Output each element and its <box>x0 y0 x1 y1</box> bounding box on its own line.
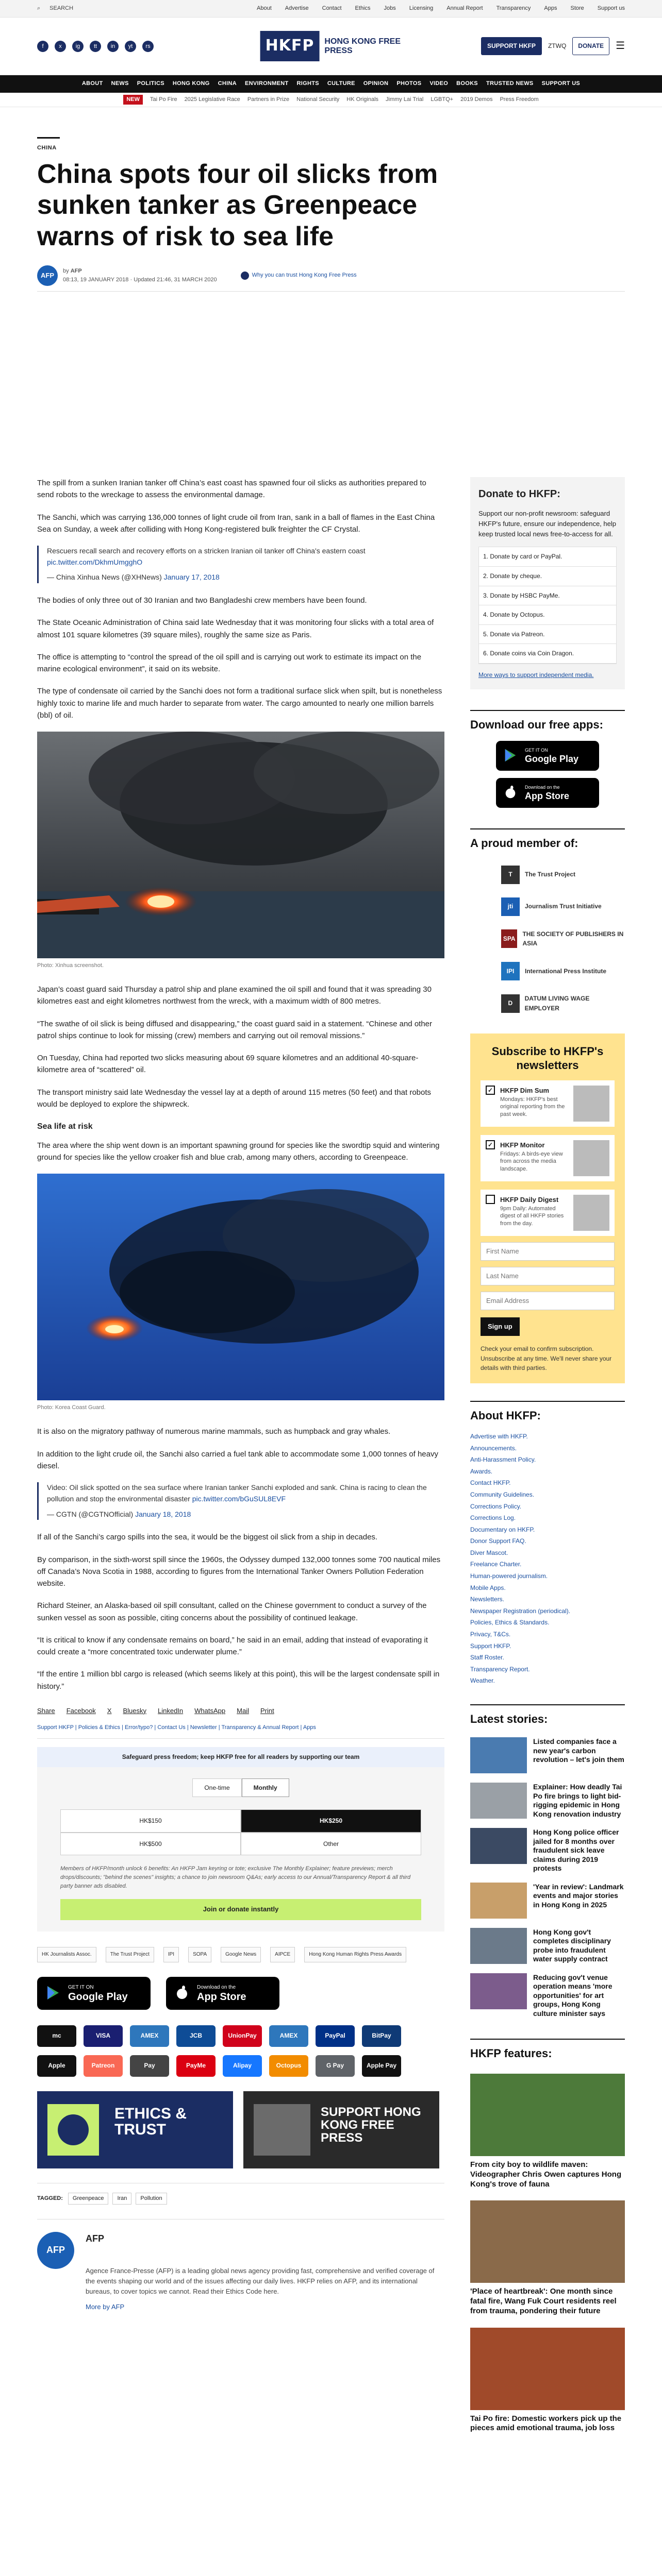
story-thumbnail <box>470 1973 527 2009</box>
nav-item[interactable]: OPINION <box>363 80 389 87</box>
partner-logo[interactable]: IPI <box>163 1947 179 1962</box>
updated-date: Updated 21:46, 31 MARCH 2020 <box>134 276 217 283</box>
about-link[interactable]: Diver Mascot. <box>470 1549 508 1556</box>
newsletter-option[interactable] <box>481 1135 615 1181</box>
embedded-tweet-xinhua <box>37 546 444 583</box>
article-paragraph: The type of condensate oil carried by the Sanchi does not form a traditional surface slick when spilt, but is nonetheless highly toxic to marine life and much harder to separate from water. The cargo amounted to nearly one million barrels (bbl) of oil. <box>37 687 442 720</box>
trending-item[interactable]: 2025 Legislative Race <box>184 96 240 103</box>
utility-link[interactable]: Store <box>570 5 584 11</box>
share-link[interactable]: Mail <box>237 1706 249 1715</box>
member-name: Journalism Trust Initiative <box>525 903 602 910</box>
about-link[interactable]: Transparency Report. <box>470 1665 530 1673</box>
share-link[interactable]: Print <box>260 1706 274 1715</box>
site-header <box>0 18 662 75</box>
article-paragraph: The office is attempting to “control the spread of the oil spill and is carrying out work to estimate its impact on the marine ecological environment”, it said on its website. <box>37 652 422 674</box>
checkbox[interactable]: ✓ <box>486 1140 495 1149</box>
frequency-option[interactable]: One-time <box>192 1778 241 1798</box>
about-hkfp <box>470 1401 625 1687</box>
member-name: The Trust Project <box>525 871 576 878</box>
about-heading: About HKFP: <box>470 1401 625 1425</box>
latest-stories <box>470 1704 625 2018</box>
payment-method-icon: AMEX <box>130 2025 169 2047</box>
tweet-source: — CGTN (@CGTNOfficial) <box>47 1510 134 1518</box>
ethics-banner-text: ETHICS & TRUST <box>114 2105 187 2139</box>
trending-item[interactable]: LGBTQ+ <box>431 96 454 103</box>
payment-method-icon: PayPal <box>316 2025 355 2047</box>
badge-line2: Google Play <box>68 1991 128 2003</box>
payment-method-icon: Alipay <box>223 2055 262 2077</box>
member-logo[interactable] <box>501 929 625 948</box>
trending-item[interactable]: Press Freedom <box>500 96 539 103</box>
sidebar-app-badges <box>470 741 625 808</box>
article-paragraph: Japan’s coast guard said Thursday a patrol ship and plane examined the oil spill and found that it was spreading 30 kilometres east and eight kilometres northwest from the wreck, with a maximum width of 800 metres. <box>37 985 432 1006</box>
nav-item[interactable]: RIGHTS <box>296 80 319 87</box>
newsletter-thumbnail <box>573 1195 609 1231</box>
payment-method-icon: Apple <box>37 2055 76 2077</box>
donate-widget <box>37 1747 444 1931</box>
utility-link[interactable]: Advertise <box>285 5 309 11</box>
payment-method-icon: mc <box>37 2025 76 2047</box>
amount-option[interactable]: HK$500 <box>60 1833 241 1856</box>
tag-link[interactable]: Iran <box>112 2193 131 2205</box>
donate-options <box>478 547 617 664</box>
sidebar-donate-intro[interactable]: Support our non-profit newsroom: safeguard HKFP's future, ensure our independence, help keep trusted local news free-to-access for all. <box>478 510 616 538</box>
article-paragraph: In addition to the light crude oil, the Sanchi also carried a fuel tank able to accommodate some 1,000 tonnes of heavy diesel. <box>37 1449 438 1470</box>
by-label: by <box>63 267 69 274</box>
article-paragraph: The Sanchi, which was carrying 136,000 tonnes of light crude oil from Iran, sank in a ball of flames in the East China Sea on Sunday, a week after colliding with Hong Kong-registered bulk freighter the CF Crystal. <box>37 513 435 534</box>
about-link[interactable]: Staff Roster. <box>470 1654 504 1662</box>
nav-item[interactable]: CHINA <box>218 80 237 87</box>
newsletter-desc: Fridays: A birds-eye view from across the media landscape. <box>500 1151 563 1172</box>
hkfp-features <box>470 2039 625 2433</box>
utility-link[interactable]: Ethics <box>355 5 371 11</box>
tweet-source: — China Xinhua News (@XHNews) <box>47 573 162 582</box>
nav-item[interactable]: PHOTOS <box>396 80 422 87</box>
tweet-date-link[interactable]: January 18, 2018 <box>135 1510 191 1518</box>
payment-method-icon: G Pay <box>316 2055 355 2077</box>
donate-option[interactable]: 4. Donate by Octopus. <box>479 605 616 625</box>
social-icon[interactable]: yt <box>125 41 136 52</box>
about-link[interactable]: Community Guidelines. <box>470 1490 535 1498</box>
feature-story[interactable] <box>470 2074 625 2189</box>
tag-link[interactable]: Pollution <box>136 2193 167 2205</box>
partner-logo[interactable]: Google News <box>221 1947 261 1962</box>
sidebar-donate-heading: Donate to HKFP: <box>478 488 560 500</box>
about-link[interactable]: Weather. <box>470 1677 495 1685</box>
nav-item[interactable]: POLITICS <box>137 80 164 87</box>
google-play-icon <box>503 748 518 762</box>
utility-links <box>257 4 625 13</box>
partner-logo[interactable]: HK Journalists Assoc. <box>37 1947 96 1962</box>
trending-item[interactable]: National Security <box>296 96 340 103</box>
nav-item[interactable]: ABOUT <box>81 80 103 87</box>
sidebar-donate <box>470 477 625 689</box>
amount-option[interactable]: HK$150 <box>60 1809 241 1833</box>
story-thumbnail <box>470 1737 527 1773</box>
donate-option[interactable]: 6. Donate coins via Coin Dragon. <box>479 644 616 664</box>
latest-story[interactable] <box>470 1828 625 1873</box>
tweet-text: Video: Oil slick spotted on the sea surface where Iranian tanker Sanchi exploded and sank. China is racing to clean the pollution and stop the environmental disaster <box>47 1483 427 1503</box>
payment-method-icon: UnionPay <box>223 2025 262 2047</box>
about-link[interactable]: Donor Support FAQ. <box>470 1537 526 1545</box>
member-name: THE SOCIETY OF PUBLISHERS IN ASIA <box>522 930 624 947</box>
newsletter-desc: Mondays: HKFP's best original reporting from the past week. <box>500 1096 565 1117</box>
article-photo-fire <box>37 732 444 958</box>
social-icon[interactable]: f <box>37 41 48 52</box>
nav-item[interactable]: HONG KONG <box>172 80 210 87</box>
promo-banners <box>37 2091 444 2168</box>
social-icons <box>37 41 154 52</box>
about-link[interactable]: Documentary on HKFP. <box>470 1526 535 1533</box>
story-thumbnail <box>470 1883 527 1919</box>
byline: AFP by AFP 08:13, 19 JANUARY 2018 · Updated 21:46, 31 MARCH 2020 Why you can trust Hong Kong Free Press <box>37 265 625 286</box>
story-title: Listed companies face a new year's carbon revolution – let's join them <box>533 1737 624 1764</box>
feature-thumbnail <box>470 2074 625 2156</box>
article-paragraph: The bodies of only three out of 30 Iranian and two Bangladeshi crew members have been found. <box>37 596 367 605</box>
author-box-name[interactable]: AFP <box>86 2233 104 2244</box>
about-link[interactable]: Anti-Harassment Policy. <box>470 1456 536 1464</box>
more-by-author-link[interactable]: More by AFP <box>86 2302 125 2311</box>
member-mark-icon: jti <box>501 897 520 916</box>
newsletter-desc: 9pm Daily: Automated digest of all HKFP stories from the day. <box>500 1206 564 1227</box>
article-paragraph: “It is critical to know if any condensate remains on board,” he said in an email, adding that instead of evaporating it could create a “more concentrated toxic underwater plume.” <box>37 1635 428 1657</box>
about-link[interactable]: Policies, Ethics & Standards. <box>470 1619 550 1626</box>
google-play-badge[interactable] <box>37 1977 151 2010</box>
photo-caption-1: Photo: Xinhua screenshot. <box>37 962 104 969</box>
logo-text: HONG KONG FREE PRESS <box>324 37 401 55</box>
feature-title: From city boy to wildlife maven: Videographer Chris Owen captures Hong Kong's trove of fauna <box>470 2160 622 2189</box>
latest-story[interactable] <box>470 1737 625 1773</box>
author-box <box>37 2219 444 2312</box>
member-mark-icon: T <box>501 866 520 884</box>
newsletter-thumbnail <box>573 1086 609 1122</box>
trending-item[interactable]: HK Originals <box>346 96 379 103</box>
utility-bar <box>0 0 662 18</box>
utility-link[interactable]: Support us <box>597 5 625 11</box>
about-link[interactable]: Contact HKFP. <box>470 1479 511 1487</box>
donate-button[interactable]: DONATE <box>572 37 609 55</box>
trust-link-text: Why you can trust Hong Kong Free Press <box>252 272 357 279</box>
social-icon[interactable]: in <box>107 41 119 52</box>
payment-method-icon: JCB <box>176 2025 216 2047</box>
site-logo[interactable] <box>260 31 402 61</box>
latest-story[interactable] <box>470 1883 625 1919</box>
share-link[interactable]: Facebook <box>66 1706 96 1715</box>
ethics-banner[interactable] <box>37 2091 233 2168</box>
hamburger-menu-icon[interactable]: ☰ <box>616 40 625 52</box>
search-link[interactable]: SEARCH <box>49 5 74 11</box>
badge-line1: GET IT ON <box>525 747 548 753</box>
photo-caption-2: Photo: Korea Coast Guard. <box>37 1404 106 1411</box>
member-logo[interactable] <box>501 897 625 916</box>
about-link[interactable]: Awards. <box>470 1467 493 1475</box>
newsletter-thumbnail <box>573 1140 609 1176</box>
article-paragraph: The State Oceanic Administration of China said late Wednesday that it was monitoring four slicks with a total area of almost 101 square kilometres (39 square miles), roughly the same size as Paris. <box>37 618 434 639</box>
member-name: DATUM LIVING WAGE EMPLOYER <box>524 994 590 1012</box>
app-store-badges <box>37 1977 444 2010</box>
article-photo-smoke <box>37 1174 444 1400</box>
author-box-avatar[interactable]: AFP <box>37 2232 74 2269</box>
sidebar <box>470 477 625 2433</box>
trust-icon <box>241 272 249 280</box>
search-icon[interactable]: ⌕ <box>37 5 41 11</box>
newsletter-input[interactable] <box>481 1267 615 1285</box>
newsletter-signup <box>470 1033 625 1383</box>
apple-icon <box>503 785 518 800</box>
social-icon[interactable]: tt <box>90 41 101 52</box>
social-icon[interactable]: x <box>55 41 66 52</box>
payment-method-icon: PayMe <box>176 2055 216 2077</box>
newsletter-title: HKFP Monitor <box>500 1141 545 1149</box>
newsletter-option[interactable] <box>481 1080 615 1127</box>
newsletter-title: HKFP Dim Sum <box>500 1086 550 1094</box>
partner-logos <box>37 1947 444 1962</box>
amount-grid <box>60 1809 421 1855</box>
newsletter-heading: Subscribe to HKFP's newsletters <box>491 1045 604 1072</box>
utility-link[interactable]: Transparency <box>496 5 531 11</box>
member-mark-icon: SPA <box>501 929 517 948</box>
story-title: Reducing gov't venue operation means 'more opportunities' for art groups, Hong Kong culture minister says <box>533 1973 613 2018</box>
newsletter-signup-button[interactable]: Sign up <box>481 1317 520 1336</box>
nav-item[interactable]: SUPPORT US <box>541 80 581 87</box>
trending-item[interactable]: Partners in Prize <box>247 96 290 103</box>
nav-item[interactable]: TRUSTED NEWS <box>486 80 534 87</box>
article-paragraph: If all of the Sanchi’s cargo spills into the sea, it would be the biggest oil slick from a ship in decades. <box>37 1533 378 1542</box>
about-link[interactable]: Corrections Policy. <box>470 1502 522 1510</box>
social-icon[interactable]: rs <box>142 41 154 52</box>
trust-link[interactable] <box>241 271 357 280</box>
author-bio: Agence France-Presse (AFP) is a leading global news agency providing fast, comprehensive and verified coverage of the events shaping our world and of the issues affecting our daily lives. HKFP relies on AFP, and its international bureaus, to cover topics we cannot. Read their Ethics Code here. <box>86 2266 435 2295</box>
share-links <box>37 1706 444 1716</box>
latest-story[interactable] <box>470 1973 625 2019</box>
share-link[interactable]: LinkedIn <box>158 1706 184 1715</box>
payment-method-icon: Apple Pay <box>362 2055 401 2077</box>
article-title: China spots four oil slicks from sunken tanker as Greenpeace warns of risk to sea life <box>37 159 438 251</box>
feature-story[interactable] <box>470 2328 625 2434</box>
story-title: 'Year in review': Landmark events and major stories in Hong Kong in 2025 <box>533 1882 624 1909</box>
donate-option[interactable]: 1. Donate by card or PayPal. <box>479 547 616 567</box>
feature-thumbnail <box>470 2200 625 2283</box>
payment-methods <box>37 2025 444 2077</box>
about-link[interactable]: Freelance Charter. <box>470 1561 522 1568</box>
social-icon[interactable]: ig <box>72 41 84 52</box>
byline-divider <box>37 291 625 292</box>
payment-method-icon: BitPay <box>362 2025 401 2047</box>
about-link[interactable]: Advertise with HKFP. <box>470 1432 528 1440</box>
about-link[interactable]: Announcements. <box>470 1444 517 1452</box>
logo-mark: HKFP <box>260 31 320 61</box>
article-tags <box>37 2183 444 2205</box>
newsletter-title: HKFP Daily Digest <box>500 1195 559 1204</box>
story-title: Hong Kong gov't completes disciplinary probe into fraudulent water supply contract <box>533 1927 611 1963</box>
donate-option[interactable]: 5. Donate via Patreon. <box>479 625 616 645</box>
story-thumbnail <box>470 1928 527 1964</box>
tweet-pic-link[interactable]: pic.twitter.com/DkhmUmgghO <box>47 557 143 566</box>
support-banner[interactable] <box>243 2091 439 2168</box>
newsletter-input[interactable] <box>481 1242 615 1261</box>
author-name[interactable]: AFP <box>70 267 82 274</box>
member-mark-icon: IPI <box>501 962 520 980</box>
tag-link[interactable]: Greenpeace <box>68 2193 109 2205</box>
share-link[interactable]: Bluesky <box>123 1706 146 1715</box>
badge-line2: App Store <box>197 1991 246 2003</box>
utility-link[interactable]: About <box>257 5 272 11</box>
more-ways-link[interactable]: More ways to support independent media. <box>478 671 594 679</box>
utility-link[interactable]: Contact <box>322 5 342 11</box>
nav-item[interactable]: CULTURE <box>327 80 355 87</box>
google-play-icon <box>45 1985 61 2001</box>
article-paragraph: “If the entire 1 million bbl cargo is released (which seems likely at this point), this will be the largest condensate spill in history.” <box>37 1670 440 1691</box>
tagged-label: TAGGED: <box>37 2195 63 2201</box>
app-store-badge[interactable] <box>166 1977 279 2010</box>
nav-item[interactable]: VIDEO <box>429 80 449 87</box>
publish-date: 08:13, 19 JANUARY 2018 <box>63 276 129 283</box>
support-banner-text: SUPPORT HONG KONG FREE PRESS <box>321 2105 421 2145</box>
author-avatar[interactable]: AFP <box>37 265 58 286</box>
main-nav <box>0 75 662 93</box>
newsletter-input[interactable] <box>481 1292 615 1310</box>
story-thumbnail <box>470 1783 527 1819</box>
latest-story[interactable] <box>470 1928 625 1964</box>
about-link[interactable]: Newsletters. <box>470 1596 505 1603</box>
join-donate-button[interactable]: Join or donate instantly <box>60 1899 421 1920</box>
partner-logo[interactable]: SOPA <box>188 1947 211 1962</box>
app-store-badge[interactable] <box>496 778 599 808</box>
about-link[interactable]: Mobile Apps. <box>470 1584 506 1591</box>
member-name: International Press Institute <box>525 967 607 975</box>
payment-method-icon: Pay <box>130 2055 169 2077</box>
feature-title: 'Place of heartbreak': One month since fatal fire, Wang Fuk Court residents reel from trauma, pondering their future <box>470 2287 617 2315</box>
tweet-date-link[interactable]: January 17, 2018 <box>163 573 220 582</box>
amount-option[interactable]: Other <box>241 1833 421 1856</box>
frequency-toggle <box>37 1778 444 1798</box>
share-label: Share <box>37 1706 55 1715</box>
newsletter-option[interactable] <box>481 1190 615 1236</box>
checkbox[interactable] <box>486 1195 495 1204</box>
badge-line1: GET IT ON <box>68 1984 94 1990</box>
member-logos <box>470 866 625 1013</box>
amount-option[interactable]: HK$250 <box>241 1809 421 1833</box>
article-paragraph: On Tuesday, China had reported two slicks measuring about 69 square kilometres and an additional 40-square-kilometre area of “scattered” oil. <box>37 1054 419 1075</box>
feature-story[interactable] <box>470 2200 625 2316</box>
about-link[interactable]: Support HKFP. <box>470 1642 511 1650</box>
embedded-tweet-cgtn <box>37 1482 444 1520</box>
utility-link[interactable]: Jobs <box>384 5 396 11</box>
badge-line2: App Store <box>525 790 570 801</box>
tweet-pic-link[interactable]: pic.twitter.com/bGuSUL8EVF <box>192 1494 286 1503</box>
section-subhead: Sea life at risk <box>37 1122 93 1131</box>
utility-link[interactable]: Apps <box>544 5 557 11</box>
apps-heading: Download our free apps: <box>470 710 625 734</box>
share-link[interactable]: WhatsApp <box>194 1706 226 1715</box>
newsletter-note: Check your email to confirm subscription. Unsubscribe at any time. We'll never share your details with third parties. <box>481 1345 612 1372</box>
tweet-text: Rescuers recall search and recovery efforts on a stricken Iranian oil tanker off China's eastern coast <box>47 547 366 555</box>
member-logo[interactable] <box>501 866 625 884</box>
member-heading: A proud member of: <box>470 828 625 852</box>
about-link[interactable]: Human-powered journalism. <box>470 1572 548 1580</box>
article-paragraph: The transport ministry said late Wednesday the vessel lay at a depth of around 115 metres (50 feet) and that robots would be deployed to explore the shipwreck. <box>37 1088 432 1109</box>
utility-link[interactable]: Licensing <box>409 5 434 11</box>
features-heading: HKFP features: <box>470 2039 625 2062</box>
article-paragraph: “The swathe of oil slick is being diffused and disappearing,” the coast guard said in a statement. “Chinese and other patrol ships continue to look for missing (crew) members and carrying out oil removal missions.” <box>37 1019 433 1040</box>
trending-item[interactable]: Tai Po Fire <box>150 96 177 103</box>
partner-logo[interactable]: The Trust Project <box>106 1947 154 1962</box>
apple-icon <box>174 1985 190 2001</box>
about-link[interactable]: Newspaper Registration (periodical). <box>470 1607 571 1615</box>
language-switch[interactable]: ZTWQ <box>548 42 567 50</box>
feature-thumbnail <box>470 2328 625 2410</box>
feature-title: Tai Po fire: Domestic workers pick up the pieces amid emotional trauma, job loss <box>470 2414 622 2433</box>
membership-benefits: Members of HKFP/month unlock 6 benefits: An HKFP Jam keyring or tote; exclusive The Monthly Explainer; feature previews; merch drops/discounts; "behind the scenes" insights; a chance to join newsroom Q&As; early access to our Annual/Transparency Report & all third party banner ads disabled. <box>60 1866 411 1890</box>
donate-option[interactable]: 3. Donate by HSBC PayMe. <box>479 586 616 606</box>
member-logo[interactable] <box>501 962 625 980</box>
article-category[interactable]: CHINA <box>37 145 57 151</box>
new-badge: NEW <box>123 95 143 105</box>
category-rule <box>37 137 60 139</box>
frequency-option[interactable]: Monthly <box>242 1778 289 1798</box>
checkbox[interactable]: ✓ <box>486 1086 495 1095</box>
article-paragraph: It is also on the migratory pathway of numerous marine mammals, such as humpback and gray whales. <box>37 1427 391 1436</box>
trending-item[interactable]: 2019 Demos <box>460 96 493 103</box>
article-paragraph: By comparison, in the sixth-worst spill since the 1960s, the Odyssey dumped 132,000 tonnes some 700 nautical miles off Canada’s Nova Scotia in 1988, according to figures from the International Tanker Owners Pollution Federation website. <box>37 1555 441 1588</box>
article-body <box>37 477 444 2312</box>
payment-method-icon: Octopus <box>269 2055 308 2077</box>
member-logo[interactable] <box>501 994 625 1013</box>
nav-item[interactable]: BOOKS <box>456 80 478 87</box>
google-play-badge[interactable] <box>496 741 599 771</box>
story-title: Hong Kong police officer jailed for 8 months over fraudulent sick leave claims during 2019 protests <box>533 1828 619 1873</box>
policy-links[interactable]: Support HKFP | Policies & Ethics | Error/typo? | Contact Us | Newsletter | Transparency & Annual Report | Apps <box>37 1723 444 1739</box>
story-thumbnail <box>470 1828 527 1864</box>
donate-banner-text[interactable]: Safeguard press freedom; keep HKFP free for all readers by supporting our team <box>37 1747 444 1767</box>
nav-item[interactable]: ENVIRONMENT <box>244 80 289 87</box>
latest-story[interactable] <box>470 1783 625 1819</box>
support-hkfp-button[interactable]: SUPPORT HKFP <box>481 37 542 55</box>
partner-logo[interactable]: Hong Kong Human Rights Press Awards <box>304 1947 406 1962</box>
utility-link[interactable]: Annual Report <box>446 5 483 11</box>
partner-logo[interactable]: AIPCE <box>270 1947 295 1962</box>
about-link[interactable]: Privacy, T&Cs. <box>470 1631 511 1638</box>
badge-line1: Download on the <box>197 1984 236 1990</box>
article-paragraph: The spill from a sunken Iranian tanker off China’s east coast has spawned four oil slicks as authorities prepared to send robots to the wreckage to assess the environmental damage. <box>37 479 426 500</box>
latest-heading: Latest stories: <box>470 1704 625 1728</box>
payment-method-icon: AMEX <box>269 2025 308 2047</box>
about-link[interactable]: Corrections Log. <box>470 1514 516 1522</box>
trending-item[interactable]: Jimmy Lai Trial <box>386 96 424 103</box>
badge-line2: Google Play <box>525 753 579 764</box>
donate-option[interactable]: 2. Donate by cheque. <box>479 567 616 586</box>
story-title: Explainer: How deadly Tai Po fire brings to light bid-rigging epidemic in Hong Kong renovation industry <box>533 1783 622 1818</box>
payment-method-icon: VISA <box>84 2025 123 2047</box>
article-paragraph: The area where the ship went down is an important spawning ground for species like the swordtip squid and wintering ground for species like the yellow croaker fish and blue crab, among many others, according to Greenpeace. <box>37 1141 440 1162</box>
payment-method-icon: Patreon <box>84 2055 123 2077</box>
nav-item[interactable]: NEWS <box>111 80 129 87</box>
badge-line1: Download on the <box>525 784 560 790</box>
trending-bar <box>0 93 662 107</box>
member-mark-icon: D <box>501 994 520 1013</box>
share-link[interactable]: X <box>107 1706 112 1715</box>
article-paragraph: Richard Steiner, an Alaska-based oil spill consultant, called on the Chinese government to conduct a survey of the sunken vessel as soon as possible, citing concerns about the possibility of continued leakage. <box>37 1601 427 1622</box>
